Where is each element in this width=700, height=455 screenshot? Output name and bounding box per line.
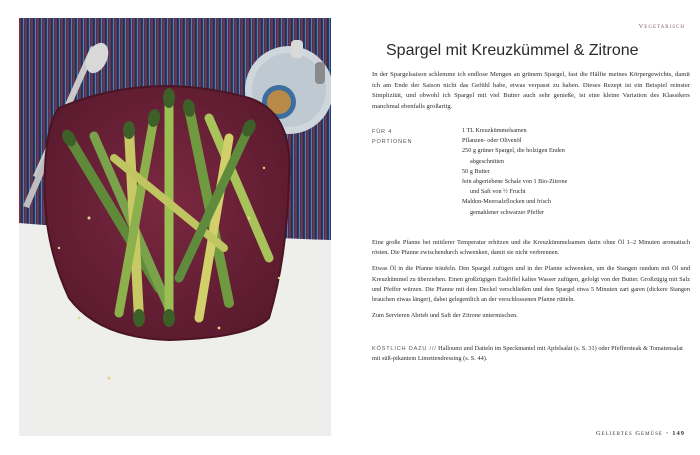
page-number: 149 bbox=[672, 430, 685, 437]
ingredient-item: Maldon-Meersalzflocken und frisch gemahlener schwarzer Pfeffer bbox=[462, 198, 551, 216]
method-steps bbox=[372, 238, 690, 327]
servings-line-1: FÜR 4 bbox=[372, 129, 393, 135]
ingredient-item: fein abgeriebene Schale von 1 Bio-Zitrone und Saft von ½ Frucht bbox=[462, 178, 568, 196]
section-label: Vegetarisch bbox=[638, 23, 685, 30]
ingredient-item: 250 g grüner Spargel, die holzigen Enden abgeschnitten bbox=[462, 147, 565, 165]
footer-separator: • bbox=[665, 430, 670, 437]
recipe-intro: In der Spargelsaison schlemme ich endlose Mengen an grünem Spargel, fast die Hälfte meines Körpergewichts, damit ich am Ende der Saison nicht das Gefühl habe, etwas verpasst zu haben. Dieses Rezept ist ein Beispiel reinster Simplizität, und obwohl ich Spargel mit viel Butter auch sehr genieße, ist eine kleine Variation des Klassikers manchmal ebenfalls großartig. bbox=[372, 71, 690, 110]
servings-label bbox=[372, 127, 442, 147]
ingredient-item: 50 g Butter bbox=[462, 167, 490, 175]
method-step: Zum Servieren Abrieb und Saft der Zitrone untermischen. bbox=[372, 312, 518, 320]
method-step: Eine große Pfanne bei mittlerer Temperatur erhitzen und die Kreuzkümmelsamen darin ohne Öl 1–2 Minuten aromatisch rösten. Die Pfanne zwischendurch schwenken, damit sie nicht verbrennen. bbox=[372, 239, 690, 257]
asparagus-plate-illustration bbox=[19, 18, 331, 436]
servings-line-2: PORTIONEN bbox=[372, 139, 413, 146]
page-footer bbox=[596, 430, 685, 437]
ingredient-item: 1 TL Kreuzkümmelsamen bbox=[462, 127, 527, 134]
serving-suggestion bbox=[372, 344, 690, 364]
ingredient-item: Pflanzen- oder Olivenöl bbox=[462, 137, 522, 145]
recipe-title: Spargel mit Kreuzkümmel & Zitrone bbox=[386, 42, 639, 59]
chapter-name: Geliebtes Gemüse bbox=[595, 430, 663, 437]
recipe-photo bbox=[19, 18, 331, 436]
method-step: Etwas Öl in die Pfanne träufeln. Den Spargel zufügen und in der Pfanne schwenken, um die Stangen rundum mit Öl und Kreuzkümmel zu überziehen. Einen großzügigen Esslöffel kaltes Wasser zufügen, gefolgt von der Butter. Großzügig mit Salz und Pfeffer würzen. Die Pfanne mit dem Deckel verschließen und den Spargel etwa 5 Minuten zart garen (dickere Stangen brauchen etwas länger), dabei gelegentlich an der verschlossenen Pfanne rütteln. bbox=[372, 265, 690, 304]
ingredient-list bbox=[462, 126, 572, 218]
serving-suggestion-label: KÖSTLICH DAZU /// bbox=[372, 346, 437, 352]
serving-suggestion-text: Halloumi und Datteln im Speckmantel mit Apfelsalat (s. S. 31) oder Pfeffersteak & Tomatensalat mit süß-pikantem Limettendressing (s. S. 44). bbox=[372, 345, 683, 363]
